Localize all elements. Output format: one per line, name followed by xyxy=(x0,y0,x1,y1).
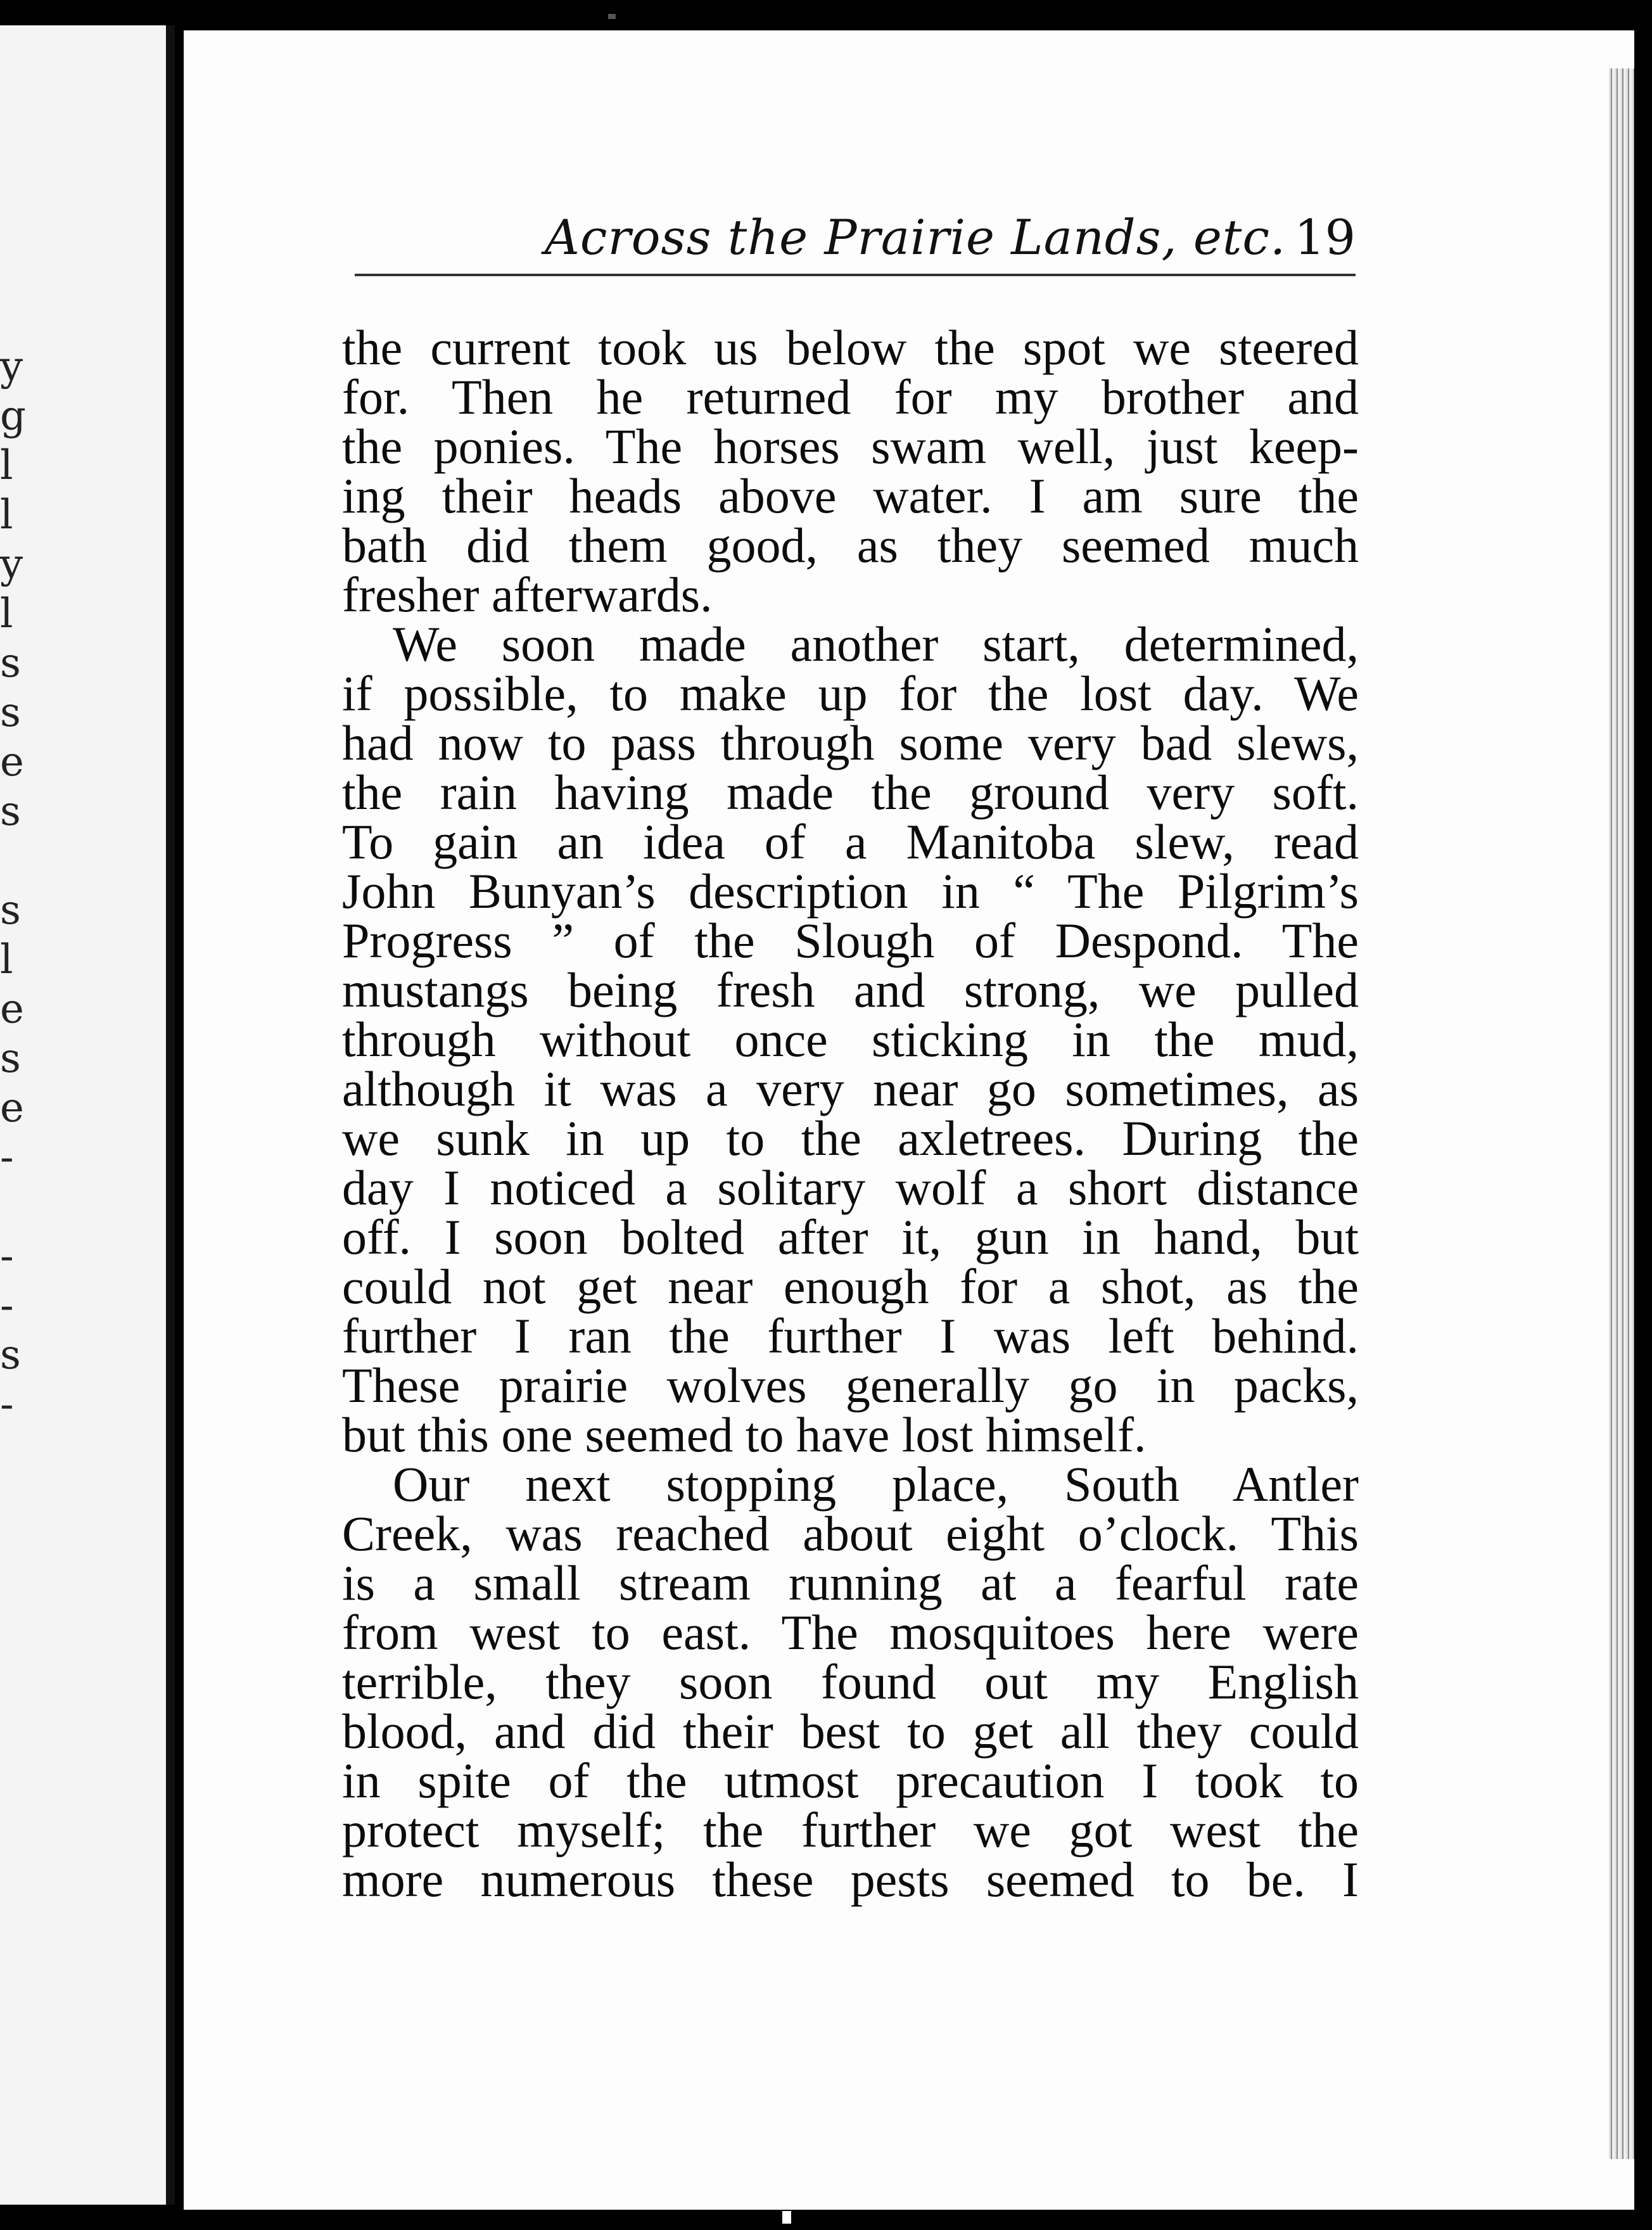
edge-letter: - xyxy=(0,1381,14,1428)
edge-letter: s xyxy=(0,788,21,835)
body-text xyxy=(342,320,1359,1907)
text-line: although it was a very near go sometimes, as xyxy=(342,1061,1359,1116)
text-line: in spite of the utmost precaution I took to xyxy=(342,1753,1359,1808)
text-line: Progress ” of the Slough of Despond. The xyxy=(342,913,1359,968)
header-rule xyxy=(355,274,1356,276)
text-line: To gain an idea of a Manitoba slew, read xyxy=(342,814,1359,869)
gutter-edge xyxy=(166,25,175,2205)
edge-letter: s xyxy=(0,1332,21,1379)
text-line: more numerous these pests seemed to be. I xyxy=(342,1852,1359,1907)
left-page-edge-text xyxy=(0,342,25,1429)
scan-artifact xyxy=(608,14,616,19)
edge-letter: e xyxy=(0,739,24,786)
edge-letter: l xyxy=(0,936,13,983)
text-line: terrible, they soon found out my English xyxy=(342,1654,1359,1709)
text-line: for. Then he returned for my brother and xyxy=(342,369,1359,424)
text-line: off. I soon bolted after it, gun in hand, but xyxy=(342,1209,1359,1265)
left-page xyxy=(0,25,171,2205)
text-line: could not get near enough for a shot, as the xyxy=(342,1259,1359,1314)
text-line: blood, and did their best to get all they could xyxy=(342,1704,1359,1759)
text-line: the ponies. The horses swam well, just keep- xyxy=(342,419,1359,474)
text-line: Our next stopping place, South Antler xyxy=(393,1456,1359,1512)
page-number: 19 xyxy=(1294,209,1356,265)
text-line: but this one seemed to have lost himself. xyxy=(342,1407,1147,1462)
edge-letter: e xyxy=(0,1085,24,1131)
edge-letter: s xyxy=(0,689,21,736)
edge-letter: l xyxy=(0,492,13,538)
text-line: from west to east. The mosquitoes here were xyxy=(342,1605,1359,1660)
running-header xyxy=(355,184,1356,285)
text-line: had now to pass through some very bad slews, xyxy=(342,715,1359,770)
scan-artifact xyxy=(782,2211,791,2224)
text-line: further I ran the further I was left behind. xyxy=(342,1308,1359,1363)
running-title: Across the Prairie Lands, etc. xyxy=(545,209,1287,265)
edge-letter: s xyxy=(0,640,21,687)
text-line: day I noticed a solitary wolf a short distance xyxy=(342,1160,1359,1215)
text-line: We soon made another start, determined, xyxy=(393,616,1359,672)
page-stack-edge xyxy=(1609,68,1634,2159)
text-line: if possible, to make up for the lost day. We xyxy=(342,666,1359,721)
edge-letter: - xyxy=(0,1233,14,1280)
text-line: John Bunyan’s description in “ The Pilgrim’s xyxy=(342,863,1359,919)
edge-letter: y xyxy=(0,343,23,390)
text-line: through without once sticking in the mud, xyxy=(342,1012,1359,1067)
text-line: bath did them good, as they seemed much xyxy=(342,518,1359,573)
edge-letter: e xyxy=(0,986,24,1033)
edge-letter: g xyxy=(0,393,26,440)
text-line: Creek, was reached about eight o’clock. This xyxy=(342,1506,1359,1561)
text-line: mustangs being fresh and strong, we pulled xyxy=(342,962,1359,1017)
edge-letter: l xyxy=(0,442,13,489)
edge-letter: - xyxy=(0,1134,14,1181)
edge-letter: s xyxy=(0,887,21,934)
text-line: the current took us below the spot we steered xyxy=(342,320,1359,375)
text-line: These prairie wolves generally go in packs, xyxy=(342,1358,1359,1413)
edge-letter: y xyxy=(0,541,23,588)
text-line: is a small stream running at a fearful rate xyxy=(342,1555,1359,1610)
text-line: protect myself; the further we got west the xyxy=(342,1802,1359,1857)
text-line: we sunk in up to the axletrees. During the xyxy=(342,1111,1359,1166)
edge-letter: - xyxy=(0,1282,14,1329)
text-line: fresher afterwards. xyxy=(342,567,713,622)
edge-letter: s xyxy=(0,1035,21,1082)
text-line: the rain having made the ground very soft. xyxy=(342,765,1359,820)
text-line: ing their heads above water. I am sure the xyxy=(342,468,1359,523)
edge-letter: l xyxy=(0,590,13,637)
